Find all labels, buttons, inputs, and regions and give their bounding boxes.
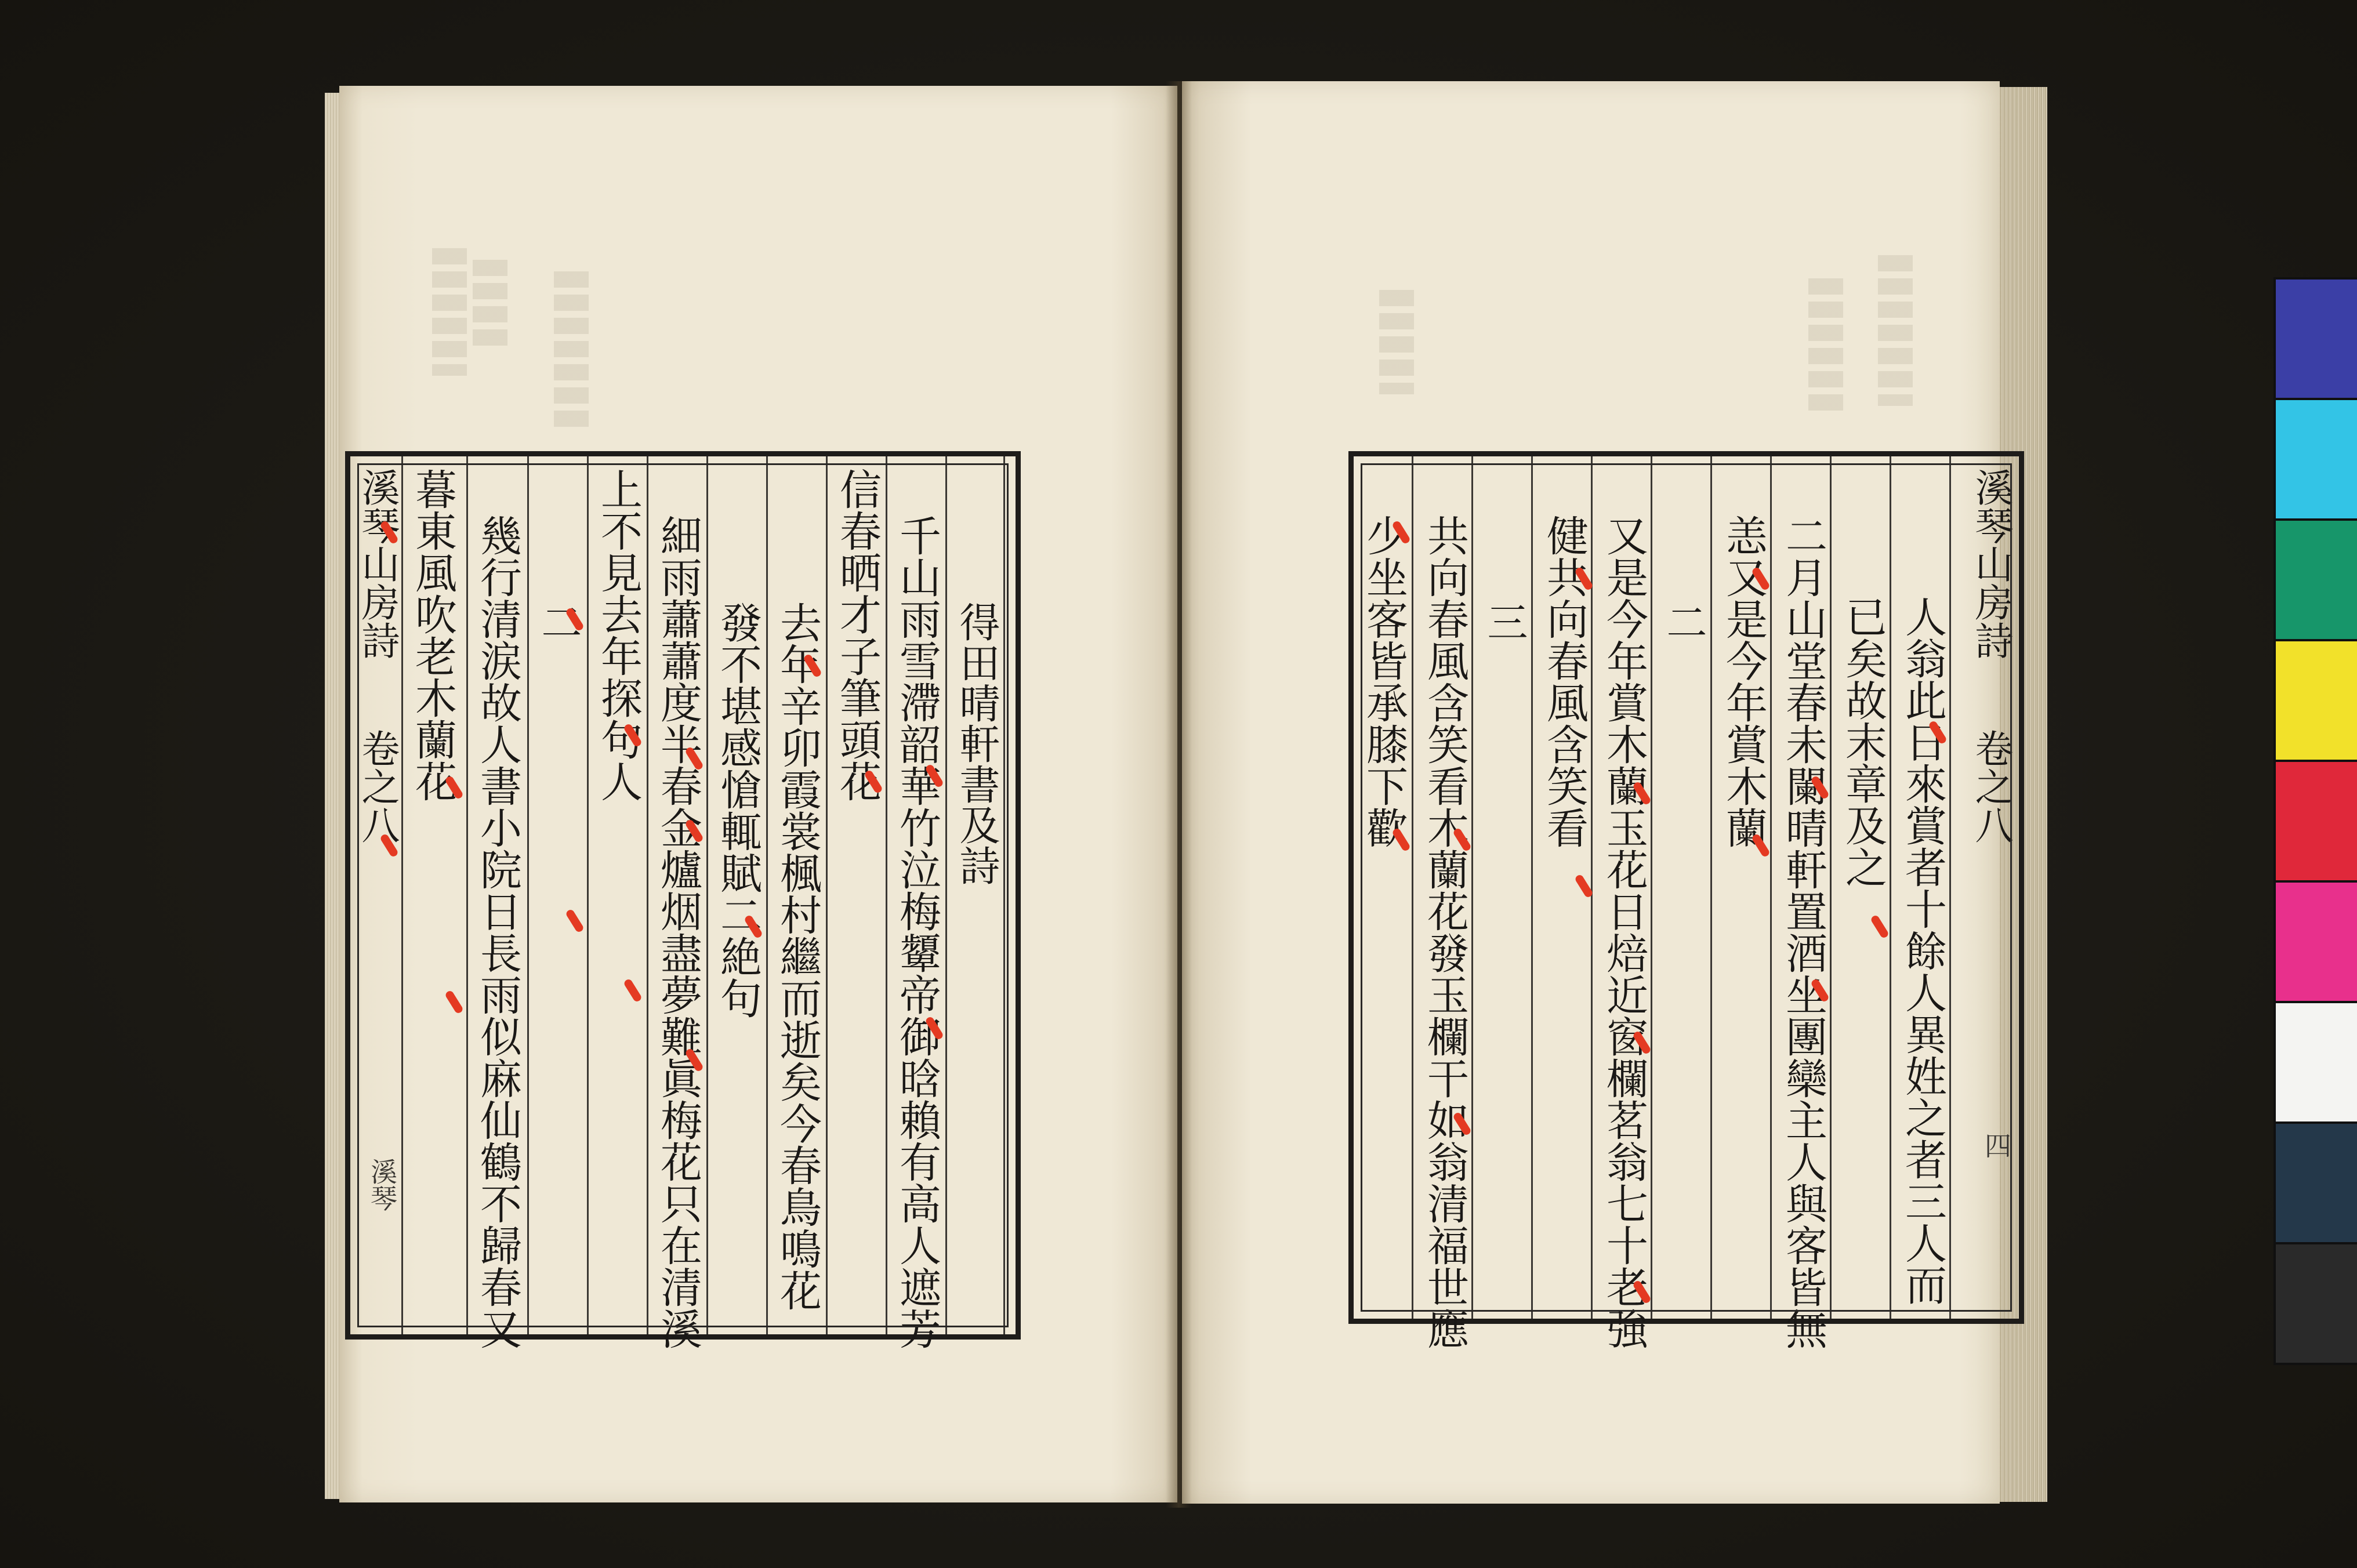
calibration-swatch (2276, 1244, 2357, 1363)
left-folio: 溪琴 (367, 1158, 398, 1211)
bleed-through-text (473, 260, 507, 353)
calibration-swatch (2276, 280, 2357, 398)
red-punctuation-mark (924, 1015, 944, 1040)
text-column: 二 (535, 601, 582, 642)
red-punctuation-mark (1810, 978, 1830, 1003)
text-column: 恙又是今年賞木蘭 (1719, 514, 1768, 848)
red-punctuation-mark (1810, 775, 1830, 800)
text-column: 又是今年賞木蘭玉花日焙近窗欄茗翁七十老強 (1600, 514, 1648, 1349)
red-punctuation-mark (1574, 873, 1594, 898)
calibration-swatch (2276, 1003, 2357, 1121)
calibration-swatch (2276, 883, 2357, 1001)
calibration-swatch (2276, 521, 2357, 639)
bleed-through-text (1379, 290, 1414, 394)
red-punctuation-mark (1632, 1279, 1652, 1304)
red-punctuation-mark (379, 833, 399, 858)
red-punctuation-mark (1870, 914, 1890, 939)
red-punctuation-mark (379, 520, 399, 545)
bleed-through-text (1878, 255, 1913, 406)
red-punctuation-mark (565, 607, 585, 631)
red-punctuation-mark (924, 763, 944, 788)
text-column: 二 (1660, 601, 1707, 642)
text-column: 上不見去年探句人 (594, 468, 643, 802)
red-punctuation-mark (1632, 781, 1652, 805)
right-folio: 四 (1981, 1132, 2012, 1159)
text-column: 信春晒才子筆頭花 (833, 468, 882, 802)
bleed-through-text (554, 271, 589, 434)
red-punctuation-mark (1632, 1030, 1652, 1055)
text-column: 千山雨雪滯韶華竹泣梅顰帝御晗賴有高人遮芳 (893, 514, 941, 1349)
text-column: 少坐客皆承膝下歡 (1359, 514, 1408, 848)
text-column: 三 (1481, 601, 1528, 642)
calibration-swatch (2276, 400, 2357, 518)
red-punctuation-mark (684, 818, 704, 843)
text-column: 得田晴軒書及詩 (953, 601, 1000, 885)
text-column: 去年辛卯霞裳楓村繼而逝矣今春鳥鳴花 (773, 601, 822, 1311)
red-punctuation-mark (1391, 827, 1411, 852)
red-punctuation-mark (684, 746, 704, 771)
text-column: 共向春風含笑看木蘭花發玉欄干如翁清福世應 (1420, 514, 1469, 1349)
text-column: 二月山堂春未闌晴軒置酒坐團欒主人與客皆無 (1779, 514, 1827, 1349)
red-punctuation-mark (1452, 1111, 1472, 1136)
red-punctuation-mark (1751, 833, 1771, 858)
red-punctuation-mark (565, 908, 585, 933)
red-punctuation-mark (1452, 827, 1472, 852)
red-punctuation-mark (803, 653, 822, 678)
red-punctuation-mark (684, 1047, 704, 1072)
left-spine-label: 溪琴山房詩 (355, 468, 400, 659)
text-column: 細雨蕭蕭度半春金爐烟盡夢難眞梅花只在清溪 (654, 514, 702, 1349)
calibration-swatch (2276, 762, 2357, 880)
left-text-frame (345, 451, 1021, 1349)
red-punctuation-mark (444, 989, 464, 1014)
right-text-frame (1348, 451, 2024, 1349)
text-column: 人翁此日來賞者十餘人異姓之者三人而 (1898, 596, 1947, 1305)
calibration-swatch (2276, 641, 2357, 760)
text-column: 暮東風吹老木蘭花 (408, 468, 457, 802)
text-column: 發不堪感愴輒賦二絶句 (713, 601, 762, 1019)
bleed-through-text (1808, 278, 1843, 418)
red-punctuation-mark (1391, 520, 1411, 545)
book-gutter (1166, 81, 1192, 1508)
calibration-swatch (2276, 1124, 2357, 1242)
right-spine-label: 溪琴山房詩 (1968, 468, 2013, 659)
red-punctuation-mark (1751, 566, 1771, 591)
text-column: 已矣故末章及之 (1839, 596, 1887, 888)
red-punctuation-mark (1574, 566, 1594, 591)
red-punctuation-mark (744, 914, 763, 939)
right-spine-volume: 卷之八 (1968, 729, 2013, 844)
red-punctuation-mark (623, 978, 643, 1003)
color-calibration-strip (2273, 277, 2357, 1365)
text-column: 幾行清涙故人書小院日長雨似麻仙鶴不歸春又 (473, 514, 522, 1349)
red-punctuation-mark (1928, 720, 1948, 745)
red-punctuation-mark (623, 723, 643, 747)
bleed-through-text (432, 248, 467, 376)
text-column: 健共向春風含笑看 (1540, 514, 1589, 848)
red-punctuation-mark (444, 775, 464, 800)
left-spine-volume: 卷之八 (355, 729, 400, 844)
red-punctuation-mark (864, 769, 883, 794)
